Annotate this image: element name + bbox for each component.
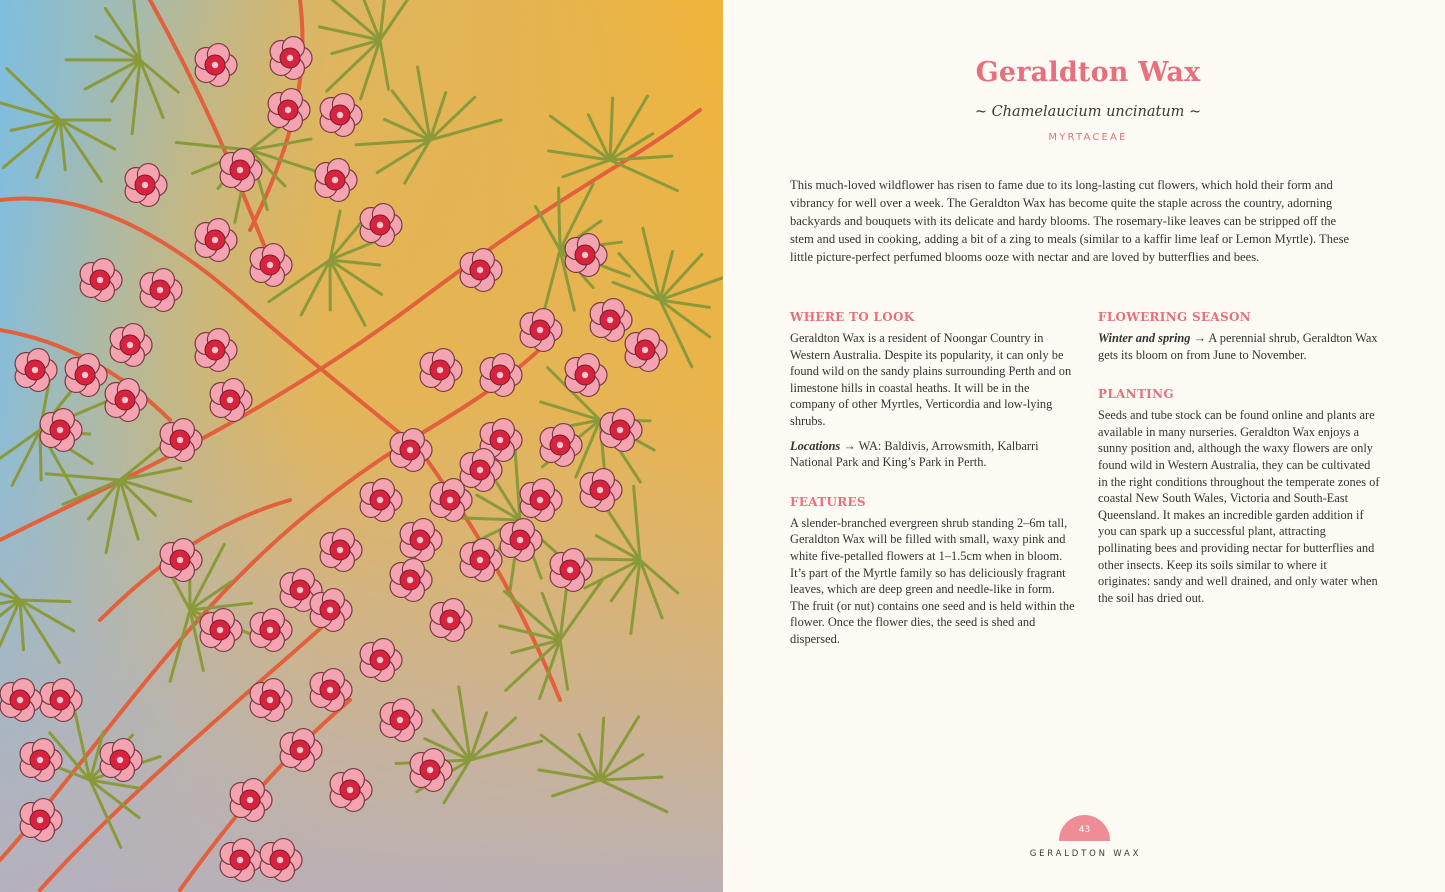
left-column — [790, 310, 1077, 656]
intro-paragraph: This much-loved wildflower has risen to fame due to its long-lasting cut flowers, which hold their form and vibrancy for well over a week. The Geraldton Wax has become quite the staple across the country, adorning backyards and bouquets with its delicate and hardy blooms. The rosemary-like leaves can be stripped off the stem and used in cooking, adding a bit of a zing to meals (similar to a kaffir lime leaf or Lemon Myrtle). These little picture-perfect perfumed blooms ooze with nectar and are loved by butterflies and bees. — [790, 178, 1350, 264]
where-to-look-heading: WHERE TO LOOK — [790, 310, 915, 324]
leaf — [559, 188, 560, 250]
right-column — [1098, 310, 1381, 614]
scientific-name: ~ Chamelaucium uncinatum ~ — [974, 104, 1202, 120]
features-body: A slender-branched evergreen shrub standing 2–6m tall, Geraldton Wax will be filled with small, waxy pink and white five-petalled flowers at 1–1.5cm when in bloom. It’s part of the Myrtle family so has deliciously fragrant leaves, which are deep green and needle-like in form. The fruit (or nut) contains one seed and is held within the flower. Once the flower dies, the seed is shed and dispersed. — [790, 515, 1075, 646]
locations-label: Locations → — [790, 438, 856, 453]
page-number-tab — [1059, 815, 1110, 841]
text-page — [723, 0, 1445, 892]
where-to-look-body: Geraldton Wax is a resident of Noongar Country in Western Australia. Despite its popularity, it can only be found wild on the sandy plains surrounding Perth and on limestone hills in coastal heaths. It will be in the company of other Myrtles, Verticordia and low-lying shrubs. — [790, 331, 1072, 428]
page-number: 43 — [1078, 825, 1091, 835]
flowering-season-heading: FLOWERING SEASON — [1098, 310, 1252, 324]
page-title: Geraldton Wax — [975, 57, 1201, 88]
flowering-season-body — [1098, 330, 1381, 363]
season-label: Winter and spring → — [1098, 331, 1206, 345]
features-heading: FEATURES — [790, 494, 866, 509]
planting-heading: PLANTING — [1098, 387, 1174, 402]
locations-text: WA: Baldivis, Arrowsmith, Kalbarri National Park and King’s Park in Perth. — [790, 438, 1039, 470]
season-text: A perennial shrub, Geraldton Wax gets its bloom on from June to November. — [1098, 331, 1378, 362]
planting-body: Seeds and tube stock can be found online and plants are available in many nurseries. Geraldton Wax enjoys a sunny position and, although the waxy flowers are only found wild in Western Australia, they can be cultivated in the right conditions throughout the temperate zones of coastal New South Wales, Victoria and South-East Queensland. It makes an incredible garden addition if you can spark up a successful plant, attracting pollinating bees and providing nectar for butterflies and other insects. Keep its soils similar to where it originates: sandy and well drained, and only water when the soil has dried out. — [1098, 408, 1380, 605]
leaf — [20, 600, 70, 602]
plant-family: MYRTACEAE — [1048, 132, 1128, 143]
locations-line — [790, 438, 1077, 471]
running-footer: GERALDTON WAX — [1029, 849, 1142, 859]
